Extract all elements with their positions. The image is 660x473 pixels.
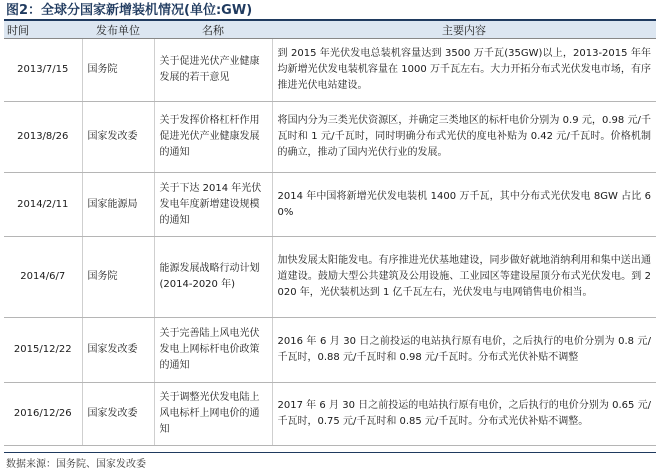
cell-date: 2016/12/26	[4, 383, 82, 446]
cell-org: 国家发改委	[82, 102, 154, 173]
cell-org: 国家能源局	[82, 173, 154, 237]
cell-date: 2013/8/26	[4, 102, 82, 173]
data-source-note: 数据来源：国务院、国家发改委	[6, 459, 146, 470]
cell-content: 2016 年 6 月 30 日之前投运的电站执行原有电价，之后执行的电价分别为 0.8 元/千瓦时，0.88 元/千瓦时和 0.98 元/千瓦时。分布式光伏补贴不调整	[272, 318, 656, 383]
cell-name: 能源发展战略行动计划(2014-2020 年)	[154, 237, 272, 318]
cell-content: 将国内分为三类光伏资源区，并确定三类地区的标杆电价分别为 0.9 元，0.98 元/千瓦时和 1 元/千瓦时，同时明确分布式光伏的度电补贴为 0.42 元/千瓦时。价格机制的确立，推动了国内光伏行业的发展。	[272, 102, 656, 173]
cell-date: 2014/2/11	[4, 173, 82, 237]
cell-content: 到 2015 年光伏发电总装机容量达到 3500 万千瓦(35GW)以上，2013-2015 年年均新增光伏发电装机容量在 1000 万千瓦左右。大力开拓分布式光伏发电市场，有序推进光伏电站建设。	[272, 39, 656, 102]
cell-name: 关于发挥价格杠杆作用促进光伏产业健康发展的通知	[154, 102, 272, 173]
cell-name: 关于完善陆上风电光伏发电上网标杆电价政策的通知	[154, 318, 272, 383]
table-header-row	[4, 21, 656, 39]
cell-content: 2014 年中国将新增光伏发电装机 1400 万千瓦，其中分布式光伏发电 8GW 占比 60%	[272, 173, 656, 237]
header-content: 主要内容	[272, 21, 656, 39]
table-row	[4, 173, 656, 237]
policy-table	[4, 21, 656, 446]
cell-name: 关于促进光伏产业健康发展的若干意见	[154, 39, 272, 102]
cell-date: 2013/7/15	[4, 39, 82, 102]
table-row	[4, 237, 656, 318]
cell-date: 2014/6/7	[4, 237, 82, 318]
table-row	[4, 39, 656, 102]
table-row	[4, 102, 656, 173]
table-bottom-divider	[4, 452, 656, 453]
table-row	[4, 318, 656, 383]
header-name: 名称	[154, 21, 272, 39]
cell-name: 关于下达 2014 年光伏发电年度新增建设规模的通知	[154, 173, 272, 237]
cell-content: 2017 年 6 月 30 日之前投运的电站执行原有电价，之后执行的电价分别为 0.65 元/千瓦时，0.75 元/千瓦时和 0.85 元/千瓦时。分布式光伏补贴不调整。	[272, 383, 656, 446]
cell-content: 加快发展太阳能发电。有序推进光伏基地建设，同步做好就地消纳利用和集中送出通道建设。鼓励大型公共建筑及公用设施、工业园区等建设屋顶分布式光伏发电。到 2020 年，光伏装机达到 1 亿千瓦左右，光伏发电与电网销售电价相当。	[272, 237, 656, 318]
table-row	[4, 383, 656, 446]
cell-org: 国家发改委	[82, 318, 154, 383]
header-org: 发布单位	[82, 21, 154, 39]
cell-org: 国家发改委	[82, 383, 154, 446]
header-date: 时间	[4, 21, 82, 39]
cell-name: 关于调整光伏发电陆上风电标杆上网电价的通知	[154, 383, 272, 446]
cell-org: 国务院	[82, 39, 154, 102]
figure-title: 图2：全球分国家新增装机情况(单位:GW)	[6, 3, 253, 18]
cell-org: 国务院	[82, 237, 154, 318]
cell-date: 2015/12/22	[4, 318, 82, 383]
